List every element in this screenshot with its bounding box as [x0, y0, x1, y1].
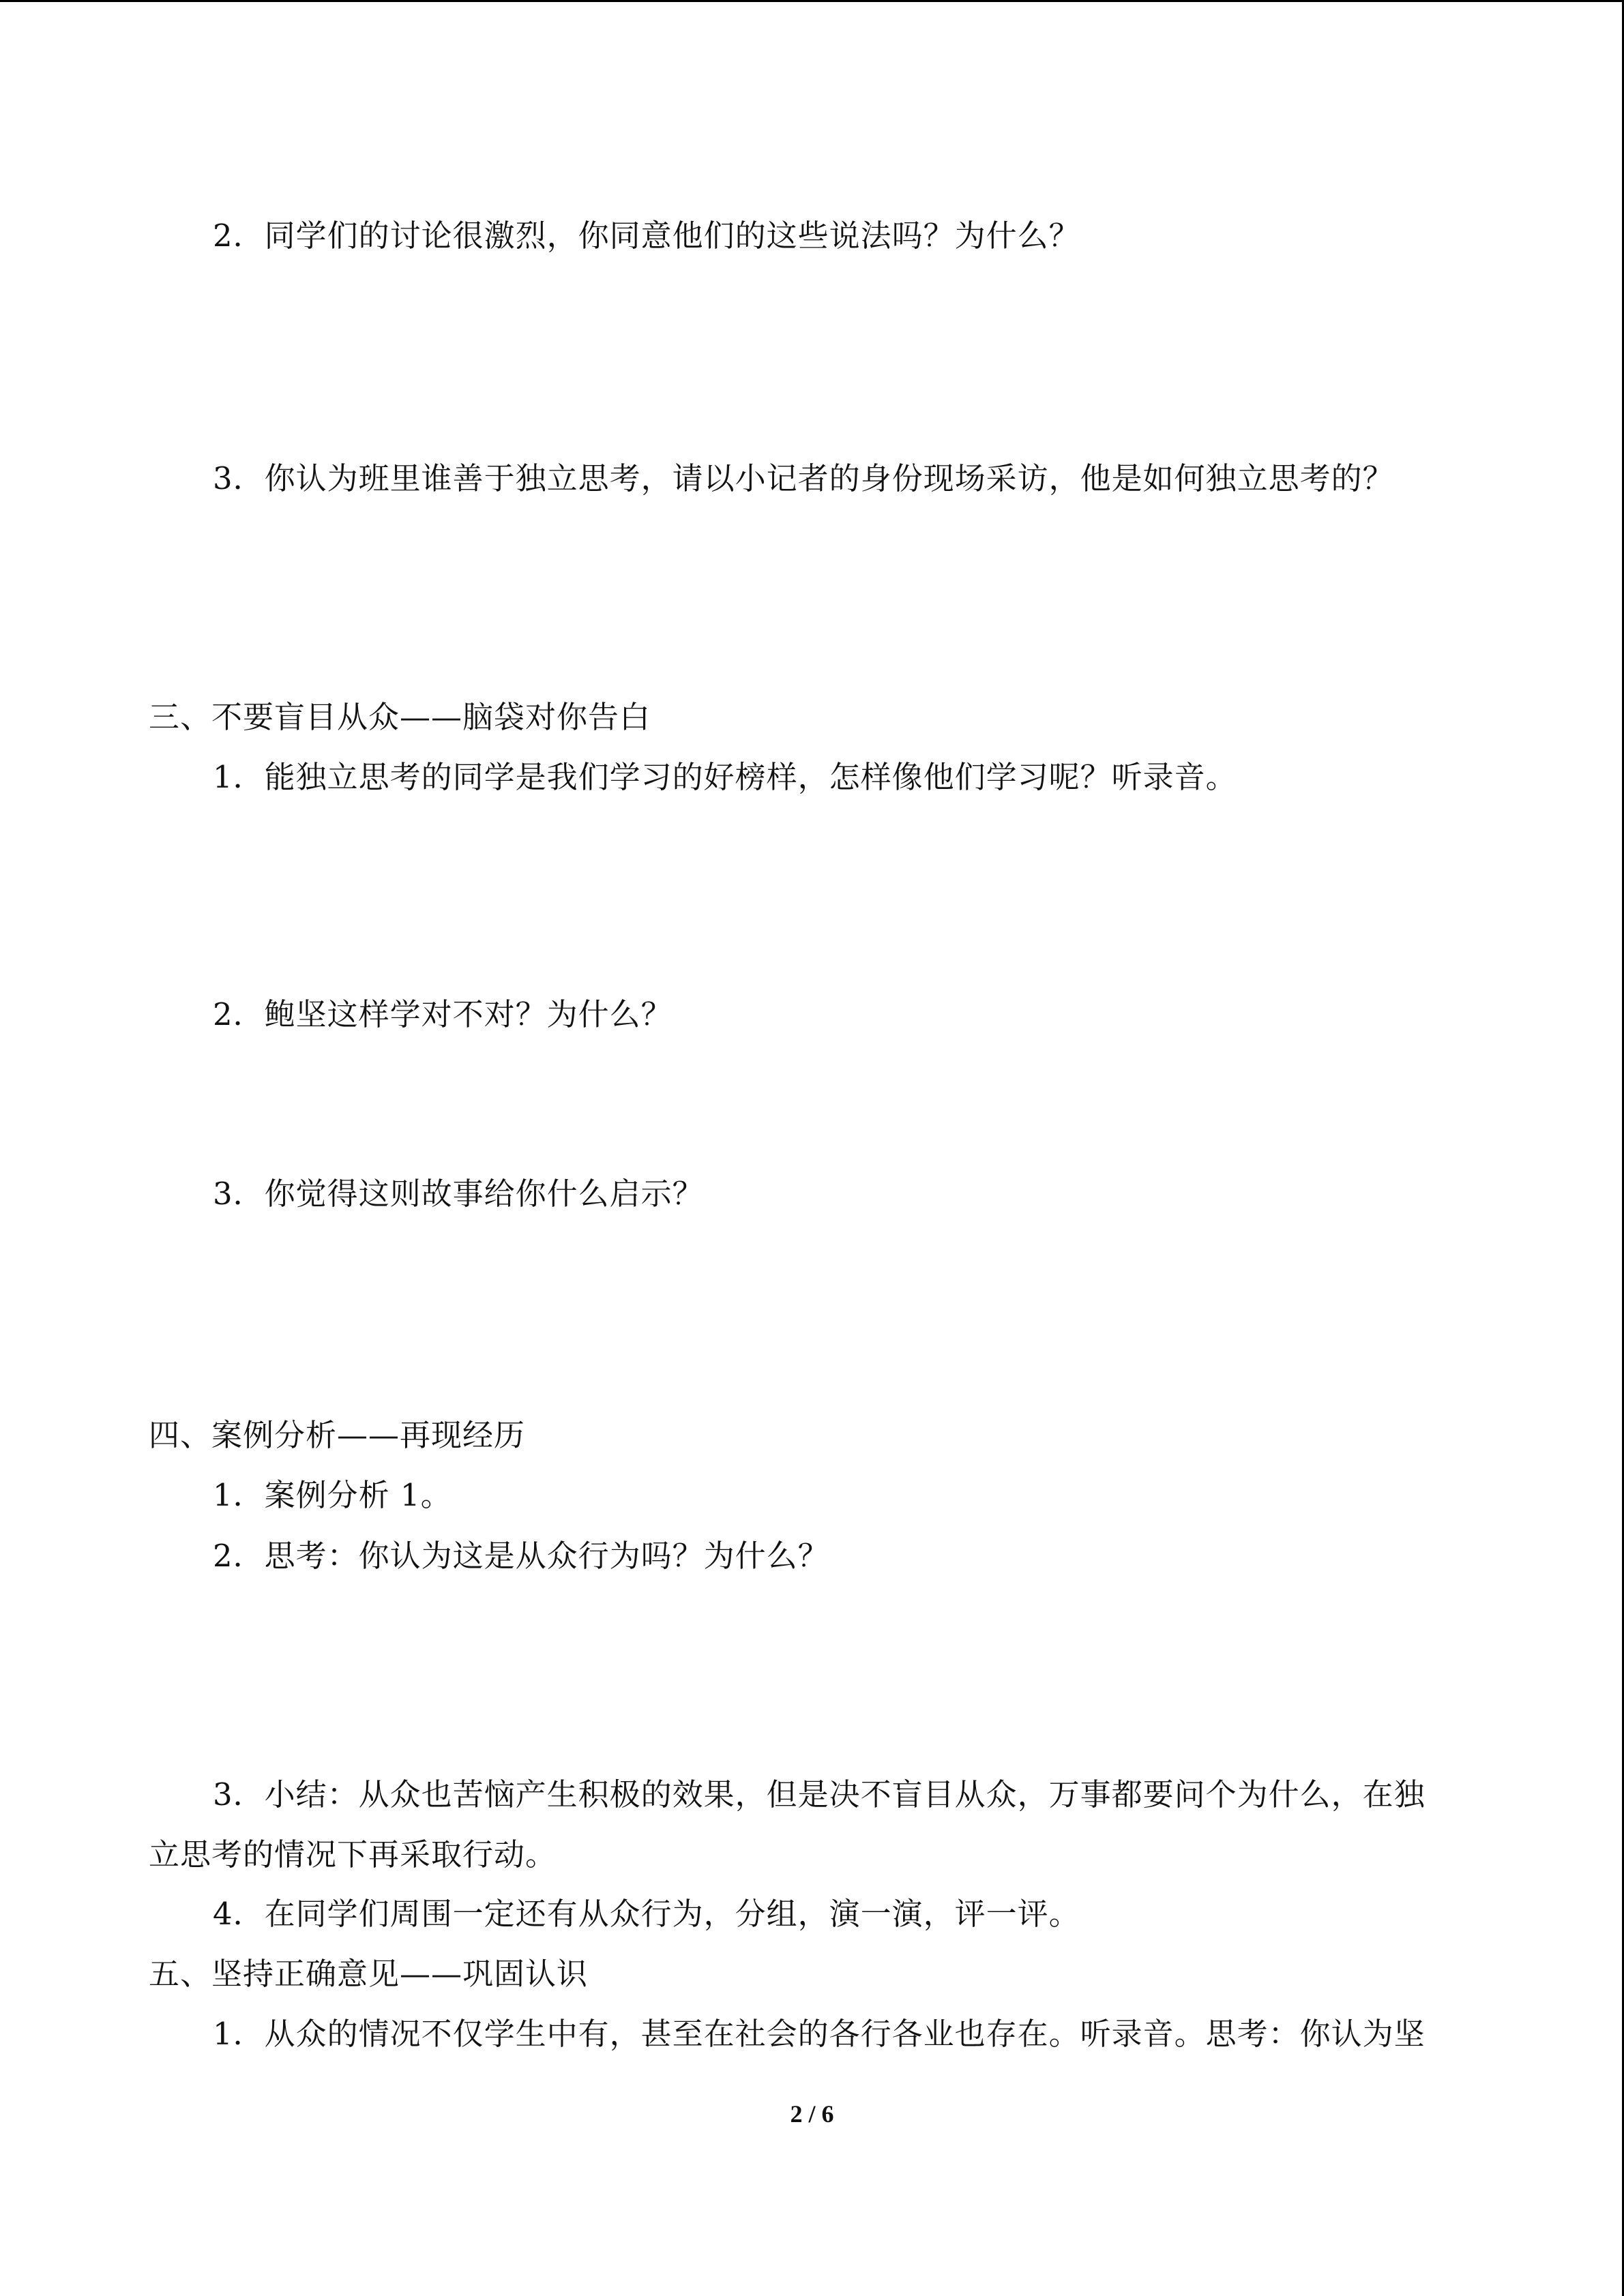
section-heading-4: 四、案例分析——再现经历	[149, 1417, 526, 1453]
page-number: 2 / 6	[790, 2100, 834, 2128]
text-line-s4-q3-continued: 立思考的情况下再采取行动。	[149, 1836, 557, 1873]
section-heading-5: 五、坚持正确意见——巩固认识	[149, 1956, 589, 1992]
text-line-s3-q3: 3．你觉得这则故事给你什么启示？	[213, 1176, 704, 1212]
section-heading-3: 三、不要盲目从众——脑袋对你告白	[149, 699, 651, 735]
top-border-rule	[0, 0, 1624, 2]
text-line-s5-q1: 1．从众的情况不仅学生中有，甚至在社会的各行各业也存在。听录音。思考：你认为坚	[213, 2016, 1426, 2052]
text-line-s4-q4: 4．在同学们周围一定还有从众行为，分组，演一演，评一评。	[213, 1896, 1080, 1932]
text-line-q3-interview: 3．你认为班里谁善于独立思考，请以小记者的身份现场采访，他是如何独立思考的？	[213, 460, 1394, 496]
text-line-s4-q2: 2．思考：你认为这是从众行为吗？为什么？	[213, 1538, 829, 1574]
text-line-s4-q3: 3．小结：从众也苦恼产生积极的效果，但是决不盲目从众，万事都要问个为什么，在独	[213, 1776, 1426, 1813]
text-line-s3-q2: 2．鲍坚这样学对不对？为什么？	[213, 996, 673, 1032]
text-line-q2-discussion: 2．同学们的讨论很激烈，你同意他们的这些说法吗？为什么？	[213, 218, 1080, 254]
text-line-s4-q1: 1．案例分析 1。	[213, 1477, 452, 1513]
text-line-s3-q1: 1．能独立思考的同学是我们学习的好榜样，怎样像他们学习呢？听录音。	[213, 759, 1237, 795]
